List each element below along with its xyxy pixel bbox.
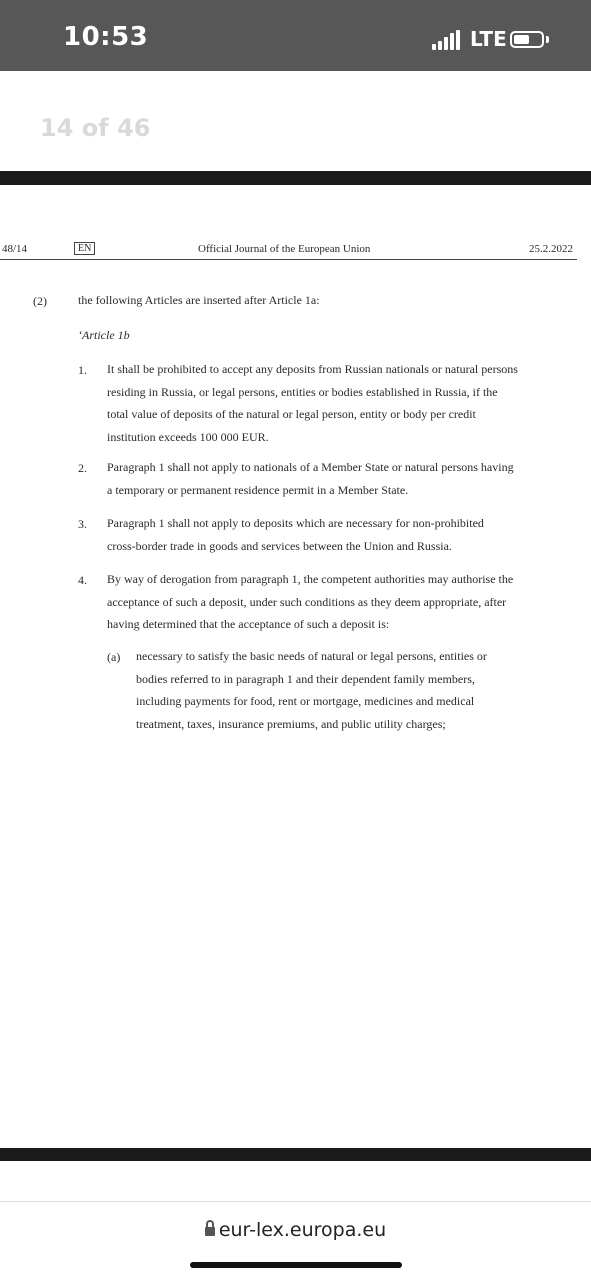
- url-text: eur-lex.europa.eu: [218, 1219, 387, 1241]
- lock-icon: [205, 1227, 215, 1236]
- journal-title: Official Journal of the European Union: [198, 243, 371, 255]
- page-counter: 14 of 46: [40, 114, 151, 142]
- paragraph-line: acceptance of such a deposit, under such conditions as they deem appropriate, after: [107, 594, 507, 609]
- status-bar: [0, 0, 591, 71]
- page-reference: 48/14: [2, 243, 28, 255]
- paragraph-line: having determined that the acceptance of such a deposit is:: [107, 617, 390, 631]
- paragraph-text: [107, 512, 484, 557]
- page-separator-bottom: [0, 1148, 591, 1161]
- paragraph-line: residing in Russia, or legal persons, entities or bodies established in Russia, if the: [107, 384, 498, 399]
- paragraph-line: Paragraph 1 shall not apply to nationals of a Member State or natural persons having: [107, 460, 514, 474]
- sub-item-line: including payments for food, rent or mortgage, medicines and medical: [136, 694, 475, 708]
- language-label: EN: [74, 242, 95, 255]
- journal-date: 25.2.2022: [529, 243, 573, 255]
- home-indicator[interactable]: [190, 1262, 402, 1268]
- paragraph-line: institution exceeds 100 000 EUR.: [107, 429, 269, 444]
- sub-item-line: treatment, taxes, insurance premiums, and public utility charges;: [136, 716, 446, 731]
- battery-icon: [510, 31, 544, 48]
- status-time: 10:53: [63, 22, 149, 52]
- paragraph-line: a temporary or permanent residence permit in a Member State.: [107, 482, 409, 497]
- article-title: ‘Article 1b: [78, 328, 130, 342]
- paragraph-number: 3.: [78, 517, 87, 531]
- network-type: LTE: [470, 27, 507, 51]
- paragraph-text: [107, 568, 513, 636]
- paragraph-line: Paragraph 1 shall not apply to deposits which are necessary for non-prohibited: [107, 516, 484, 530]
- paragraph-number: 4.: [78, 573, 87, 587]
- paragraph-line: cross-border trade in goods and services between the Union and Russia.: [107, 538, 452, 553]
- paragraph-line: total value of deposits of the natural or legal person, entity or body per credit: [107, 407, 476, 421]
- page-separator-top: [0, 171, 591, 185]
- paragraph-number: 2.: [78, 461, 87, 475]
- paragraph-text: [107, 456, 514, 501]
- sub-item-text: [136, 645, 487, 735]
- header-rule: [0, 259, 577, 260]
- item-number: (2): [33, 294, 47, 308]
- sub-item-line: necessary to satisfy the basic needs of natural or legal persons, entities or: [136, 649, 487, 663]
- paragraph-number: 1.: [78, 363, 87, 377]
- battery-tip: [546, 36, 549, 43]
- url-bar-divider: [0, 1201, 591, 1202]
- signal-strength-icon: [432, 30, 462, 50]
- paragraph-line: By way of derogation from paragraph 1, the competent authorities may authorise the: [107, 572, 514, 586]
- sub-item-line: bodies referred to in paragraph 1 and their dependent family members,: [136, 671, 475, 686]
- language-badge: [74, 242, 95, 254]
- sub-item-number: (a): [107, 650, 121, 664]
- item-text: the following Articles are inserted after Article 1a:: [78, 293, 320, 307]
- address-bar[interactable]: [0, 1219, 591, 1241]
- paragraph-line: It shall be prohibited to accept any deposits from Russian nationals or natural persons: [107, 362, 518, 376]
- paragraph-text: [107, 358, 518, 448]
